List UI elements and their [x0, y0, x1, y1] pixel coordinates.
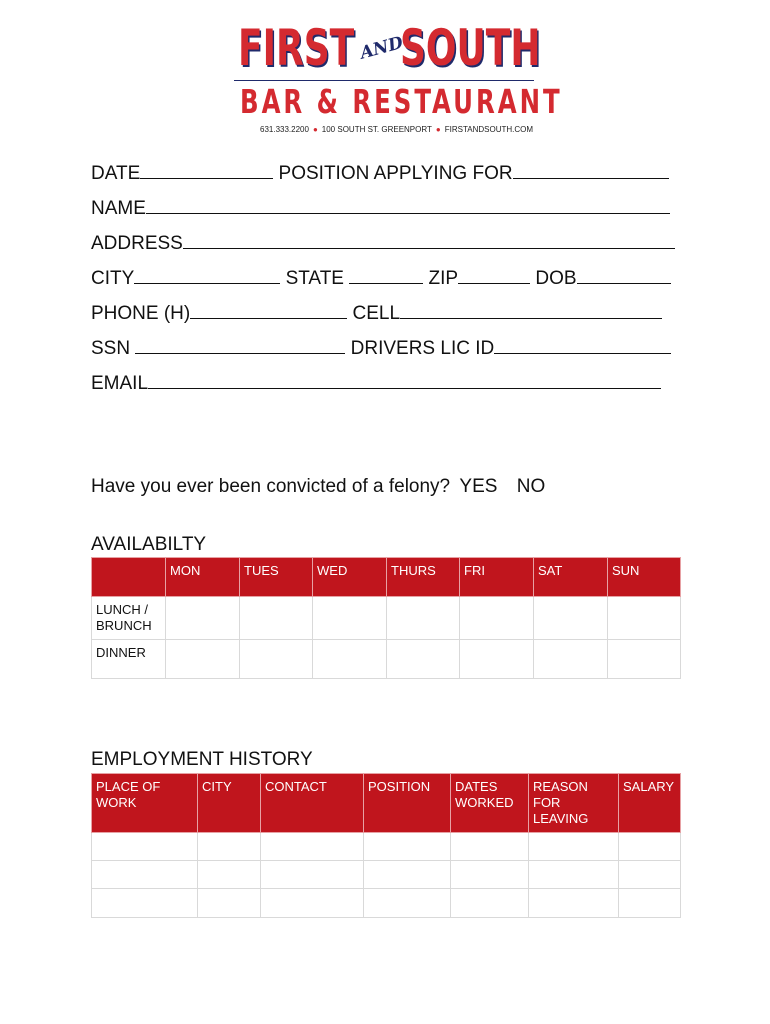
column-header-thurs: THURS [387, 558, 460, 597]
date-field[interactable] [140, 162, 273, 179]
form-row-name [91, 197, 670, 220]
position-label: POSITION APPLYING FOR [278, 163, 513, 184]
column-header-sun: SUN [608, 558, 681, 597]
form-row-email [91, 372, 661, 395]
form-row-address [91, 232, 675, 255]
availability-cell[interactable] [387, 640, 460, 679]
separator-dot-icon: ● [435, 125, 441, 134]
availability-cell[interactable] [608, 640, 681, 679]
employment-cell[interactable] [92, 889, 198, 918]
availability-cell[interactable] [534, 597, 608, 640]
employment-cell[interactable] [364, 889, 451, 918]
employment-cell[interactable] [364, 861, 451, 889]
city-label: CITY [91, 268, 135, 289]
email-field[interactable] [148, 372, 661, 389]
logo-first-text: FIRST [238, 19, 355, 77]
address-label: ADDRESS [91, 233, 183, 254]
ssn-field[interactable] [135, 337, 345, 354]
employment-cell[interactable] [261, 833, 364, 861]
email-label: EMAIL [91, 373, 149, 394]
column-header-dates-worked: DATES WORKED [451, 774, 529, 833]
employment-cell[interactable] [451, 833, 529, 861]
availability-cell[interactable] [460, 640, 534, 679]
employment-table [91, 773, 681, 918]
column-header-fri: FRI [460, 558, 534, 597]
row-label-dinner: DINNER [92, 640, 166, 679]
availability-cell[interactable] [166, 640, 240, 679]
employment-header-row [92, 774, 681, 833]
contact-line [260, 125, 533, 135]
table-row [92, 833, 681, 861]
zip-field[interactable] [458, 267, 530, 284]
drivers-lic-label: DRIVERS LIC ID [350, 338, 495, 359]
website: FIRSTANDSOUTH.COM [444, 125, 534, 134]
felony-no-option[interactable]: NO [516, 476, 546, 497]
employment-cell[interactable] [198, 889, 261, 918]
employment-cell[interactable] [619, 889, 681, 918]
state-field[interactable] [349, 267, 423, 284]
employment-cell[interactable] [529, 861, 619, 889]
column-header-city: CITY [198, 774, 261, 833]
employment-cell[interactable] [364, 833, 451, 861]
column-header-salary: SALARY [619, 774, 681, 833]
zip-label: ZIP [428, 268, 459, 289]
logo-divider [234, 80, 534, 81]
table-row [92, 597, 681, 640]
employment-cell[interactable] [451, 861, 529, 889]
column-header-position: POSITION [364, 774, 451, 833]
table-row [92, 861, 681, 889]
name-label: NAME [91, 198, 146, 219]
table-row [92, 889, 681, 918]
logo-and-text: AND [358, 33, 406, 64]
dob-field[interactable] [577, 267, 671, 284]
availability-cell[interactable] [460, 597, 534, 640]
phone-home-field[interactable] [190, 302, 347, 319]
cell-label: CELL [352, 303, 401, 324]
name-field[interactable] [146, 197, 670, 214]
employment-cell[interactable] [92, 833, 198, 861]
row-label-lunch-brunch: LUNCH / BRUNCH [92, 597, 166, 640]
column-header-reason-for-leaving: REASON FOR LEAVING [529, 774, 619, 833]
availability-cell[interactable] [387, 597, 460, 640]
address-field[interactable] [183, 232, 675, 249]
availability-cell[interactable] [313, 640, 387, 679]
cell-field[interactable] [400, 302, 662, 319]
column-header-blank [92, 558, 166, 597]
logo [230, 18, 563, 138]
availability-cell[interactable] [240, 597, 313, 640]
availability-cell[interactable] [534, 640, 608, 679]
availability-header-row [92, 558, 681, 597]
phone-number: 631.333.2200 [260, 125, 309, 134]
separator-dot-icon: ● [312, 125, 318, 134]
form-row-phone [91, 302, 662, 325]
column-header-wed: WED [313, 558, 387, 597]
employment-cell[interactable] [261, 861, 364, 889]
availability-cell[interactable] [313, 597, 387, 640]
drivers-lic-field[interactable] [494, 337, 671, 354]
employment-cell[interactable] [529, 889, 619, 918]
logo-south-text: SOUTH [400, 19, 541, 77]
street-address: 100 SOUTH ST. GREENPORT [321, 125, 432, 134]
date-label: DATE [91, 163, 141, 184]
form-row-city [91, 267, 671, 290]
employment-cell[interactable] [619, 833, 681, 861]
availability-cell[interactable] [608, 597, 681, 640]
city-field[interactable] [134, 267, 280, 284]
column-header-place-of-work: PLACE OF WORK [92, 774, 198, 833]
column-header-tues: TUES [240, 558, 313, 597]
position-field[interactable] [513, 162, 669, 179]
form-row-date-position [91, 162, 669, 185]
felony-question-text: Have you ever been convicted of a felony? [91, 476, 451, 497]
employment-cell[interactable] [451, 889, 529, 918]
state-label: STATE [285, 268, 344, 289]
employment-cell[interactable] [198, 833, 261, 861]
employment-cell[interactable] [261, 889, 364, 918]
column-header-contact: CONTACT [261, 774, 364, 833]
column-header-sat: SAT [534, 558, 608, 597]
phone-home-label: PHONE (H) [91, 303, 191, 324]
table-row [92, 640, 681, 679]
availability-cell[interactable] [166, 597, 240, 640]
employment-cell[interactable] [198, 861, 261, 889]
availability-title: AVAILABILTY [91, 534, 207, 555]
logo-wordmark [238, 18, 541, 78]
employment-cell[interactable] [92, 861, 198, 889]
availability-table [91, 557, 681, 679]
logo-subtitle: BAR & RESTAURANT [240, 82, 563, 121]
employment-title: EMPLOYMENT HISTORY [91, 749, 313, 770]
employment-cell[interactable] [529, 833, 619, 861]
form-row-ssn [91, 337, 671, 360]
felony-yes-option[interactable]: YES [459, 476, 498, 497]
employment-cell[interactable] [619, 861, 681, 889]
column-header-mon: MON [166, 558, 240, 597]
availability-cell[interactable] [240, 640, 313, 679]
dob-label: DOB [535, 268, 577, 289]
felony-question [91, 476, 545, 498]
ssn-label: SSN [91, 338, 131, 359]
